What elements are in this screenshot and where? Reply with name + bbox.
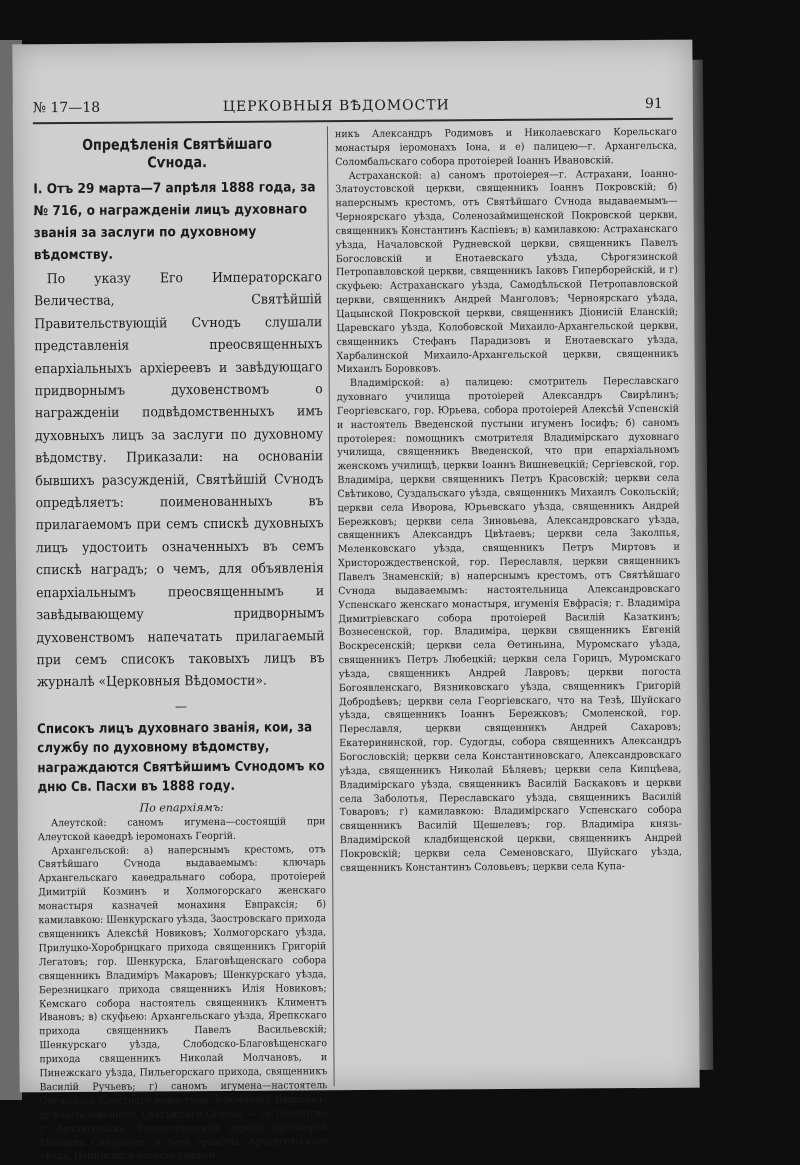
diocese-vladimir: Владимірской: а) палицею: смотритель Переславскаго духовнаго училища протоіерей Александръ Свирѣлинъ; Георгіевскаго, гор. Юрьева, собора протоіерей Алексѣй Успенскій и настоятель Введенской пустыни игуменъ Іосифъ; б) саномъ протоіерея: помощникъ смотрителя Владимірскаго духовнаго училища, священникъ Введенской, что при епархіальномъ женскомъ училищѣ, церкви Іоаннъ Вишневецкій; Сергіевской, гор. Владиміра, церкви священникъ Петръ Красовскій; церкви села Свѣтиково, Суздальскаго уѣзда, священникъ Михаилъ Сокольскій; церкви села Иворова, Юрьевскаго уѣзда, священникъ Андрей Бережковъ; церкви села Зиновьева, Александровскаго уѣзда, священникъ Александръ Цвѣтаевъ; церкви села Заколпья, Меленковскаго уѣзда, священникъ Петръ Миртовъ и Христорождественской, гор. Переславля, церкви священникъ Павелъ Знаменскій; в) наперснымъ крестомъ, отъ Святѣйшаго Сѵнода выдаваемымъ: настоятельница Александровскаго Успенскаго женскаго монастыря, игуменія Евфрасія; г. Владиміра Димитріевскаго собора протоіерей Василій Казаткинъ; Вознесенской, гор. Владиміра, церкви священникъ Евгеній Воскресенскій; церкви села Ѳетиньина, Муромскаго уѣзда, священникъ Петръ Любецкій; церкви села Горицъ, Муромскаго уѣзда, священникъ Андрей Лавровъ; церкви погоста Богоявленскаго, Вязниковскаго уѣзда, священникъ Григорій Добродѣевъ; церкви села Георгіевскаго, что на Тезѣ, Шуйскаго уѣзда, священникъ Іоаннъ Бережковъ; Смоленской, гор. Переславля, церкви священникъ Андрей Сахаровъ; Екатерининской, гор. Судогды, собора священникъ Александръ Богословскій; церкви села Константиновскаго, Александровскаго уѣзда, священникъ Николай Бѣляевъ; церкви села Кипцѣева, Владимірскаго уѣзда, священникъ Василій Баскаковъ и церкви села Заболотья, Переславскаго уѣзда, священникъ Василій Товаровъ; г) камилавкою: Владимірскаго Успенскаго собора священникъ Василій Щешелевъ; гор. Владиміра князь-Владимірской кладбищенской церкви, священникъ Андрей Покровскій; церкви села Семеновскаго, Шуйскаго уѣзда, священникъ Константинъ Соловьевъ; церкви села Купа- <box>336 375 683 874</box>
journal-title: ЦЕРКОВНЫЯ ВѢДОМОСТИ <box>222 97 450 115</box>
decree-body: По указу Его Императорскаго Величества, Святѣйшій Правительствующій Сѵнодъ слушали представленія преосвященныхъ епархіальныхъ архіереевъ и завѣдующаго придворнымъ духовенствомъ о награжденіи подвѣдомственныхъ имъ духовныхъ лицъ за заслуги по духовному вѣдомству. Приказали: на основаніи бывшихъ разсужденій, Святѣйшій Сѵнодъ опредѣляетъ: поименованныхъ въ прилагаемомъ при семъ спискѣ духовныхъ лицъ удостоить означенныхъ въ семъ спискѣ наградъ; о чемъ, для объявленія епархіальнымъ преосвященнымъ и завѣдывающему придворнымъ духовенствомъ напечатать прилагаемый при семъ списокъ таковыхъ лицъ въ журналѣ «Церковныя Вѣдомости». <box>34 269 325 691</box>
right-column <box>335 126 682 876</box>
diocese-aleutian: Алеутской: саномъ игумена—состоящій при Алеутской каѳедрѣ іеромонахъ Георгій. <box>37 815 326 843</box>
left-column <box>33 130 328 1164</box>
column-divider <box>327 126 335 1086</box>
section-title: Опредѣленія Святѣйшаго Сѵнода. <box>82 134 272 172</box>
running-header <box>33 96 671 120</box>
list-title: Списокъ лицъ духовнаго званія, кои, за службу по духовному вѣдомству, награждаются Святѣйшимъ Сѵнодомъ ко дню Св. Пасхи въ 1888 году. <box>37 719 325 796</box>
issue-number: № 17—18 <box>32 99 101 117</box>
scanned-page <box>12 40 699 1163</box>
page-number: 91 <box>644 95 663 112</box>
decree-heading: I. Отъ 29 марта—7 апрѣля 1888 года, за № 716, о награжденіи лицъ духовнаго званія за заслуги по духовному вѣдомству. <box>33 179 316 264</box>
by-dioceses-label: По епархіямъ: <box>139 800 224 815</box>
section-divider: — <box>174 698 188 713</box>
continued-text: никъ Александръ Родимовъ и Николаевскаго Корельскаго монастыря іеромонахъ Іона, и е) палицею—г. Архангельска, Соломбальскаго собора протоіерей Іоаннъ Ивановскій. <box>334 126 678 168</box>
diocese-archangelsk: Архангельской: а) наперснымъ крестомъ, отъ Святѣйшаго Сѵнода выдаваемымъ: ключарь Архангельскаго каѳедральнаго собора, протоіерей Димитрій Козминъ и Холмогорскаго женскаго монастыря казначей монахиня Евпраксія; б) камилавкою: Шенкурскаго уѣзда, Заостровскаго прихода священникъ Алексѣй Новиковъ; Холмогорскаго уѣзда, Прилуцко-Хоробрицкаго прихода священникъ Григорій Легатовъ; гор. Шенкурска, Благовѣщенскаго собора священникъ Владиміръ Макаровъ; Шенкурскаго уѣзда, Березницкаго прихода священникъ Илія Новиковъ; Кемскаго собора настоятель священникъ Климентъ Ивановъ; в) скуфьею: Архангельскаго уѣзда, Ярепкскаго прихода священникъ Павелъ Васильевскій; Шенкурскаго уѣзда, Слободско-Благовѣщенскаго прихода священникъ Николай Молчановъ, и Пинежскаго уѣзда, Пильегорскаго прихода, священникъ Василій Ручьевъ; г) саномъ игумена—настоятель Онежскаго Крестнаго монастыря, іеромонахъ Варлаамъ; д) благословеніемъ Святѣйшаго Сѵнода — съ грамотою: г. Архангельска, Рождественской церкви протоіерей Михаилъ Сибирцевъ, и безъ грамоты: Архангельскаго уѣзда, Непинскаго погоста священ- <box>38 843 328 1163</box>
diocese-astrakhan: Астраханской: а) саномъ протоіерея—г. Астрахани, Іоанно-Златоустовской церкви, священникъ Іоаннъ Покровскій; б) наперснымъ крестомъ, отъ Святѣйшаго Сѵнода выдаваемымъ—Черноярскаго уѣзда, Соленозаймищенской Покровской церкви, священникъ Константинъ Каспіевъ; в) камилавкою: Астраханскаго уѣзда, Началовской Рудневской церкви, священникъ Павелъ Богословскій и Енотаевскаго уѣзда, Сѣрогязинской Петропавловской церкви, священникъ Іаковъ Гиперборейскій, и г) скуфьею: Астраханскаго уѣзда, Самодѣльской Петропавловской церкви, священникъ Андрей Манголовъ; Черноярскаго уѣзда, Цацынской Покровской церкви, священникъ Діонисій Еланскій; Царевскаго уѣзда, Колобовской Михаило-Архангельской церкви, священникъ Стефанъ Парадизовъ и Енотаевскаго уѣзда, Харбалинской Михаило-Архангельской церкви, священникъ Михаилъ Боровковъ. <box>335 168 679 376</box>
